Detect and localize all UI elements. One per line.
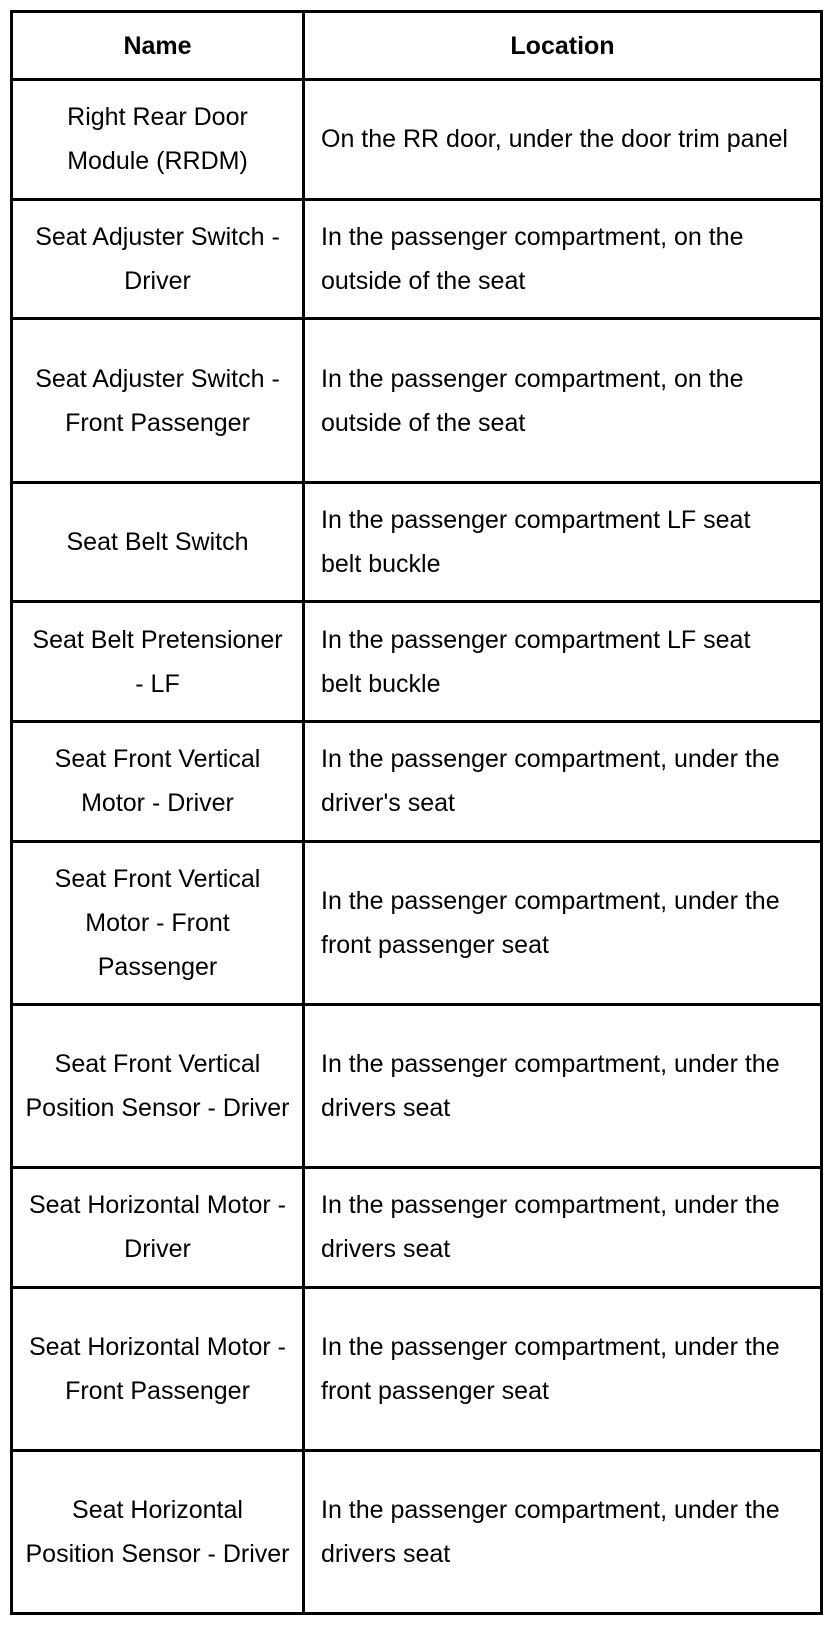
table-row [12,319,822,482]
component-location: In the passenger compartment, under the front passenger seat [304,841,822,1004]
component-location: In the passenger compartment, under the drivers seat [304,1167,822,1287]
header-row [12,12,822,80]
name-column-header: Name [12,12,304,80]
table-row [12,602,822,722]
component-name: Seat Belt Switch [12,482,304,602]
component-name: Seat Horizontal Motor - Driver [12,1167,304,1287]
component-name: Seat Horizontal Position Sensor - Driver [12,1450,304,1613]
component-location: In the passenger compartment, under the front passenger seat [304,1287,822,1450]
component-location: In the passenger compartment LF seat belt buckle [304,482,822,602]
component-name: Seat Horizontal Motor - Front Passenger [12,1287,304,1450]
component-name: Seat Belt Pretensioner - LF [12,602,304,722]
location-column-header: Location [304,12,822,80]
table-row [12,722,822,842]
component-location: In the passenger compartment, on the outside of the seat [304,199,822,319]
table-row [12,1450,822,1613]
component-location: In the passenger compartment, under the drivers seat [304,1450,822,1613]
table-row [12,80,822,200]
component-name: Right Rear Door Module (RRDM) [12,80,304,200]
component-name: Seat Front Vertical Position Sensor - Driver [12,1004,304,1167]
component-name: Seat Front Vertical Motor - Front Passenger [12,841,304,1004]
component-name: Seat Adjuster Switch - Front Passenger [12,319,304,482]
component-name: Seat Front Vertical Motor - Driver [12,722,304,842]
component-location: In the passenger compartment, on the outside of the seat [304,319,822,482]
table-row [12,482,822,602]
component-location: In the passenger compartment LF seat belt buckle [304,602,822,722]
component-location: In the passenger compartment, under the drivers seat [304,1004,822,1167]
table-row [12,1167,822,1287]
component-location: In the passenger compartment, under the driver's seat [304,722,822,842]
table-row [12,199,822,319]
component-location-table [10,10,823,1615]
component-name: Seat Adjuster Switch - Driver [12,199,304,319]
table-row [12,1287,822,1450]
component-location: On the RR door, under the door trim panel [304,80,822,200]
table-row [12,841,822,1004]
table-row [12,1004,822,1167]
